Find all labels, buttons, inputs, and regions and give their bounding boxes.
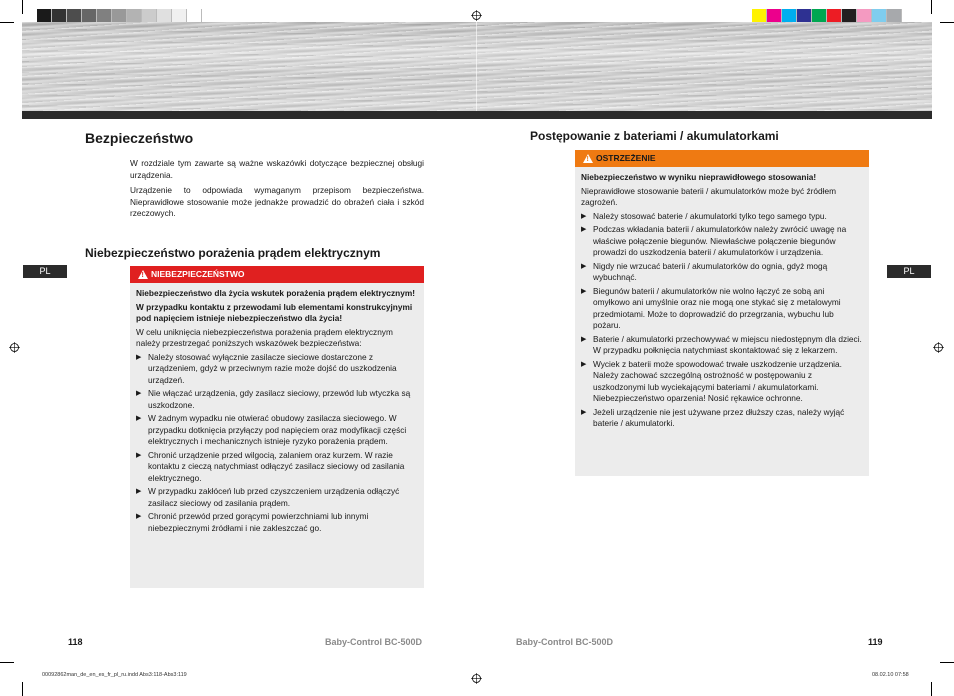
color-swatch xyxy=(887,9,902,23)
registration-mark-icon xyxy=(471,10,482,21)
list-item-text: W przypadku zakłóceń lub przed czyszczeniem urządzenia odłączyć zasilacz sieciowy od zasilania prądem. xyxy=(148,486,400,508)
list-item xyxy=(136,486,418,509)
list-item xyxy=(581,359,863,405)
list-item-text: Wyciek z baterii może spowodować trwałe uszkodzenie urządzenia. Należy zachować szczególną ostrożność w postępowaniu z uszkodzonymi lub wyciekającymi bateriami / akumulatorkami. Niebezpieczeństwo oparzenia! Nosić rękawice ochronne. xyxy=(593,358,842,403)
crop-mark xyxy=(0,662,14,663)
danger-box-content xyxy=(130,283,424,542)
danger-statement: W przypadku kontaktu z przewodami lub elementami konstrukcyjnymi pod napięciem istnieje niebezpieczeństwo dla życia! xyxy=(136,301,413,323)
bullet-arrow-icon: ▶ xyxy=(136,451,142,459)
list-item-text: Należy stosować wyłącznie zasilacze sieciowe dostarczone z urządzeniem, gdyż w przeciwnym razie może dojść do uszkodzenia urządzeń. xyxy=(148,351,397,385)
crop-mark xyxy=(940,22,954,23)
danger-box-header xyxy=(130,266,424,283)
warning-triangle-icon xyxy=(583,154,593,163)
section-title: Postępowanie z bateriami / akumulatorkami xyxy=(530,129,779,143)
bullet-arrow-icon: ▶ xyxy=(581,360,587,368)
bullet-arrow-icon: ▶ xyxy=(581,212,587,220)
bullet-arrow-icon: ▶ xyxy=(581,226,587,233)
danger-lead: W celu uniknięcia niebezpieczeństwa porażenia prądem elektrycznym należy przestrzegać poniższych wskazówek bezpieczeństwa: xyxy=(136,326,393,348)
language-tab-left: PL xyxy=(23,265,67,278)
warning-triangle-icon xyxy=(138,270,148,279)
crop-mark xyxy=(931,0,932,14)
color-swatch xyxy=(872,9,887,23)
color-swatch xyxy=(142,9,157,23)
color-swatch xyxy=(797,9,812,23)
warning-lead: Nieprawidłowe stosowanie baterii / akumulatorków może być źródłem zagrożeń. xyxy=(581,185,837,207)
color-swatch xyxy=(67,9,82,23)
list-item-text: Baterie / akumulatorki przechowywać w miejscu niedostępnym dla dzieci. W przypadku połknięcia natychmiast skontaktować się z lekarzem. xyxy=(593,333,862,355)
intro-paragraph: W rozdziale tym zawarte są ważne wskazówki dotyczące bezpiecznej obsługi urządzenia. xyxy=(130,158,424,180)
color-swatch xyxy=(752,9,767,23)
bullet-arrow-icon: ▶ xyxy=(581,335,587,343)
warning-box-header-label: OSTRZEŻENIE xyxy=(596,153,656,163)
header-dark-rule xyxy=(22,111,932,119)
product-name-left: Baby-Control BC-500D xyxy=(325,637,423,647)
color-swatch xyxy=(767,9,782,23)
list-item xyxy=(581,261,863,284)
print-slug-date: 08.02.10 07:58 xyxy=(872,672,909,678)
color-swatch xyxy=(172,9,187,23)
list-item-text: Podczas wkładania baterii / akumulatorków należy zwrócić uwagę na właściwe połączenie biegunów. Niewłaściwe połączenie biegunów prowadzi do uszkodzenia baterii / akumulatorków i urządzenia. xyxy=(593,224,847,257)
cmyk-color-bar xyxy=(752,9,902,23)
bullet-arrow-icon: ▶ xyxy=(136,488,142,495)
list-item xyxy=(581,211,863,223)
print-slug-file: 00092862man_de_en_es_fr_pl_ru.indd Abs3:118-Abs3:119 xyxy=(42,672,187,678)
warning-box-content xyxy=(575,167,869,438)
page-number-right: 119 xyxy=(868,637,883,647)
crop-mark xyxy=(0,22,14,23)
list-item xyxy=(581,224,863,259)
list-item-text: Biegunów baterii / akumulatorków nie wolno łączyć ze sobą ani omyłkowo ani umyślnie oraz nie mogą one stykać się z metalowymi przedmiotami. Może to doprowadzić do przegrzania, wybuchu lub pożaru. xyxy=(593,285,841,330)
grey-color-bar xyxy=(37,9,202,23)
list-item xyxy=(136,388,418,411)
bullet-arrow-icon: ▶ xyxy=(136,513,142,520)
warning-box-header xyxy=(575,150,869,167)
list-item-text: Jeżeli urządzenie nie jest używane przez dłuższy czas, należy wyjąć baterie / akumulatorki. xyxy=(593,406,845,428)
crop-mark xyxy=(931,682,932,696)
danger-statement: Niebezpieczeństwo dla życia wskutek porażenia prądem elektrycznym! xyxy=(136,288,415,298)
list-item xyxy=(581,407,863,430)
brushed-metal-header xyxy=(22,22,932,111)
registration-mark-icon xyxy=(933,342,944,353)
list-item-text: Chronić urządzenie przed wilgocią, zalaniem oraz kurzem. W razie kontaktu z cieczą natychmiast odłączyć zasilacz sieciowy od zasilania elektrycznego. xyxy=(148,449,405,483)
page-fold-line xyxy=(476,22,477,111)
color-swatch xyxy=(112,9,127,23)
registration-mark-icon xyxy=(471,673,482,684)
list-item-text: Nie włączać urządzenia, gdy zasilacz sieciowy, przewód lub wtyczka są uszkodzone. xyxy=(148,388,411,410)
intro-paragraph: Urządzenie to odpowiada wymaganym przepisom bezpieczeństwa. Nieprawidłowe stosowanie może jednakże prowadzić do obrażeń ciała i szkód rzeczowych. xyxy=(130,185,424,218)
product-name-right: Baby-Control BC-500D xyxy=(516,637,614,647)
color-swatch xyxy=(842,9,857,23)
color-swatch xyxy=(52,9,67,23)
list-item-text: Należy stosować baterie / akumulatorki tylko tego samego typu. xyxy=(593,210,827,221)
section-title: Niebezpieczeństwo porażenia prądem elektrycznym xyxy=(85,246,381,260)
color-swatch xyxy=(827,9,842,23)
danger-list xyxy=(136,352,418,535)
list-item xyxy=(581,334,863,357)
list-item-text: W żadnym wypadku nie otwierać obudowy zasilacza sieciowego. W przypadku dotknięcia przyłączy pod napięciem oraz modyfikacji części elektrycznych i mechanicznych istnieje ryzyko porażenia prądem. xyxy=(148,413,407,446)
list-item-text: Chronić przewód przed gorącymi powierzchniami lub innymi niebezpiecznymi źródłami i nie zakleszczać go. xyxy=(148,511,369,533)
crop-mark xyxy=(22,682,23,696)
language-tab-right: PL xyxy=(887,265,931,278)
bullet-arrow-icon: ▶ xyxy=(136,415,142,422)
list-item xyxy=(136,413,418,448)
list-item xyxy=(136,352,418,387)
color-swatch xyxy=(857,9,872,23)
color-swatch xyxy=(82,9,97,23)
warning-list xyxy=(581,211,863,430)
page-number-left: 118 xyxy=(68,637,83,647)
bullet-arrow-icon: ▶ xyxy=(581,262,587,270)
bullet-arrow-icon: ▶ xyxy=(581,287,587,295)
color-swatch xyxy=(157,9,172,23)
color-swatch xyxy=(37,9,52,23)
danger-box-header-label: NIEBEZPIECZEŃSTWO xyxy=(151,269,245,279)
danger-box xyxy=(130,266,424,588)
color-swatch xyxy=(812,9,827,23)
registration-mark-icon xyxy=(9,342,20,353)
list-item xyxy=(136,511,418,534)
warning-box xyxy=(575,150,869,476)
crop-mark xyxy=(22,0,23,14)
warning-statement: Niebezpieczeństwo w wyniku nieprawidłowego stosowania! xyxy=(581,172,817,182)
bullet-arrow-icon: ▶ xyxy=(136,353,142,361)
color-swatch xyxy=(187,9,202,23)
bullet-arrow-icon: ▶ xyxy=(581,408,587,416)
color-swatch xyxy=(782,9,797,23)
list-item xyxy=(581,286,863,332)
color-swatch xyxy=(127,9,142,23)
bullet-arrow-icon: ▶ xyxy=(136,390,142,397)
list-item xyxy=(136,450,418,485)
color-swatch xyxy=(97,9,112,23)
page-title: Bezpieczeństwo xyxy=(85,130,194,146)
crop-mark xyxy=(940,662,954,663)
list-item-text: Nigdy nie wrzucać baterii / akumulatorków do ognia, gdyż mogą wybuchnąć. xyxy=(593,260,828,282)
